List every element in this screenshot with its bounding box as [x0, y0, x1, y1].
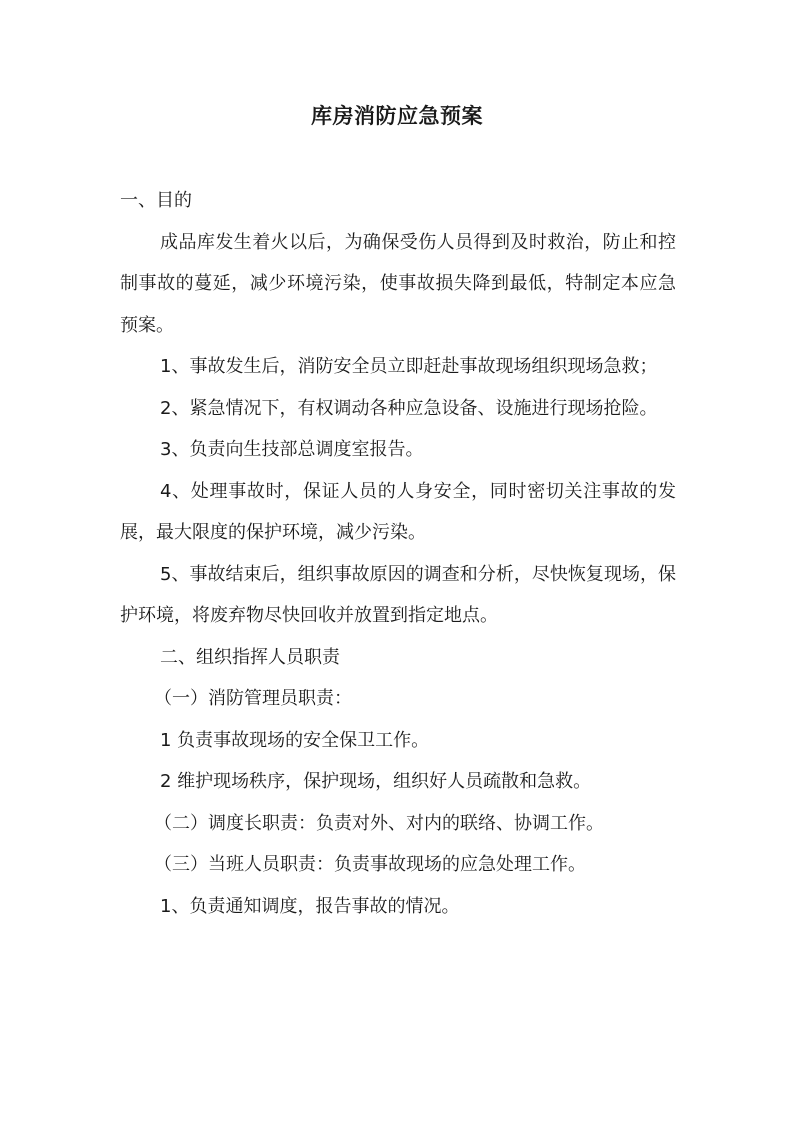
list-item: 1 负责事故现场的安全保卫工作。	[160, 729, 430, 751]
list-item: 5、事故结束后，组织事故原因的调查和分析，尽快恢复现场，保护环境，将废弃物尽快回收并放置到指定地点。	[120, 563, 676, 626]
document-title: 库房消防应急预案	[311, 104, 483, 128]
section-heading-duties: 二、组织指挥人员职责	[160, 646, 340, 668]
section-heading-purpose: 一、目的	[120, 190, 192, 211]
list-item: 1、事故发生后，消防安全员立即赶赴事故现场组织现场急救；	[160, 356, 658, 377]
subsection-heading: （二）调度长职责：负责对外、对内的联络、协调工作。	[154, 812, 604, 834]
list-item: 3、负责向生技部总调度室报告。	[160, 439, 424, 460]
list-item: 1、负责通知调度，报告事故的情况。	[160, 895, 460, 917]
list-item: 2 维护现场秩序，保护现场，组织好人员疏散和急救。	[160, 771, 592, 792]
subsection-heading: （三）当班人员职责：负责事故现场的应急处理工作。	[154, 854, 586, 875]
list-item: 4、处理事故时，保证人员的人身安全，同时密切关注事故的发展，最大限度的保护环境，减少污染。	[120, 480, 676, 543]
document-body	[120, 180, 676, 927]
paragraph-purpose: 成品库发生着火以后，为确保受伤人员得到及时救治，防止和控制事故的蔓延，减少环境污染，使事故损失降到最低，特制定本应急预案。	[120, 231, 676, 336]
list-item: 2、紧急情况下，有权调动各种应急设备、设施进行现场抢险。	[160, 397, 658, 419]
subsection-heading: （一）消防管理员职责：	[154, 688, 352, 709]
